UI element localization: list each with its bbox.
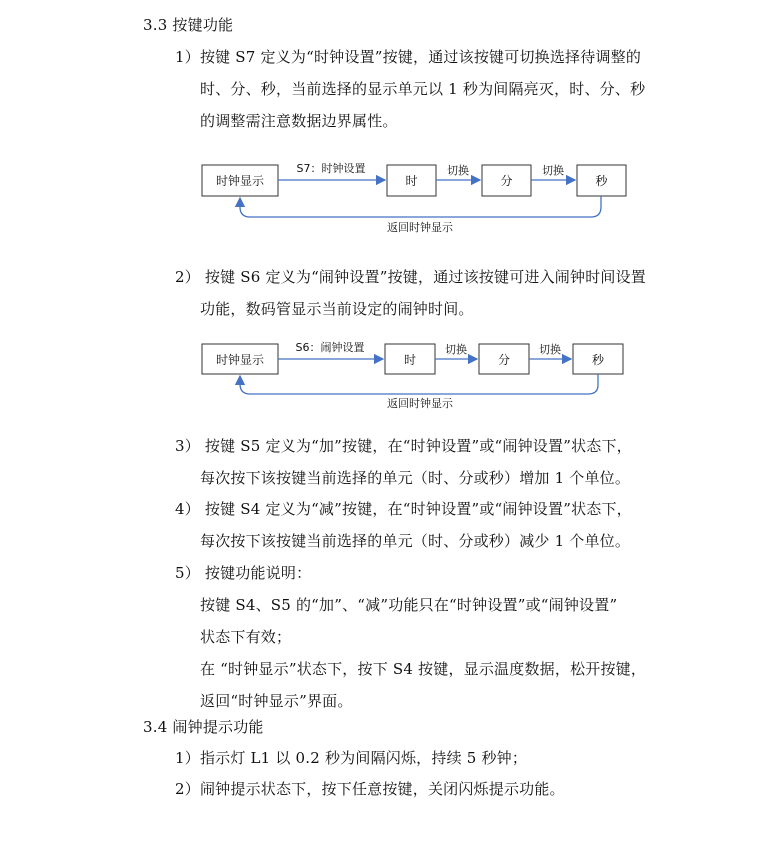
box-minute-2-label: 分 [497,353,511,367]
box-clock-display-label: 时钟显示 [215,174,265,188]
item-2-line-2: 功能，数码管显示当前设定的闹钟时间。 [200,300,474,318]
item-1-line-3: 的调整需注意数据边界属性。 [200,112,398,130]
item-5-line-4: 在 “时钟显示”状态下，按下 S4 按键，显示温度数据，松开按键， [200,660,647,678]
box-hour-2-label: 时 [403,353,417,367]
arrow-label-s6: S6：闹钟设置 [295,341,365,354]
box-second-2-label: 秒 [591,353,605,367]
item-1-line-1: 1）按键 S7 定义为“时钟设置”按键，通过该按键可切换选择待调整的 [175,48,642,66]
item-5-line-3: 状态下有效； [200,628,292,646]
arrow-label-switch-2: 切换 [542,164,564,177]
s34-item-2: 2）闹钟提示状态下，按下任意按键，关闭闪烁提示功能。 [175,780,565,798]
item-5-line-2: 按键 S4、S5 的“加”、“减”功能只在“时钟设置”或“闹钟设置” [200,596,618,614]
item-3-line-2: 每次按下该按键当前选择的单元（时、分或秒）增加 1 个单位。 [200,469,631,487]
box-hour-label: 时 [405,174,418,188]
section-title-3-3: 3.3 按键功能 [143,16,234,34]
item-4-line-2: 每次按下该按键当前选择的单元（时、分或秒）减少 1 个单位。 [200,532,631,550]
diagram-1 [202,161,626,234]
item-4-line-1: 4） 按键 S4 定义为“减”按键，在“时钟设置”或“闹钟设置”状态下， [175,500,632,518]
arrow-label-switch-4: 切换 [539,343,561,356]
item-5-line-1: 5） 按键功能说明： [175,564,312,582]
arrow-label-switch-3: 切换 [445,343,467,356]
s34-item-1: 1）指示灯 L1 以 0.2 秒为间隔闪烁，持续 5 秒钟； [175,749,528,767]
return-arrow [240,196,601,217]
box-second-label: 秒 [595,174,608,188]
return-label-2: 返回时钟显示 [387,397,453,410]
section-title-3-4: 3.4 闹钟提示功能 [143,718,264,736]
arrow-label-switch-1: 切换 [447,164,469,177]
item-3-line-1: 3） 按键 S5 定义为“加”按键，在“时钟设置”或“闹钟设置”状态下， [175,437,632,455]
arrow-label-s7: S7：时钟设置 [296,162,366,175]
return-label: 返回时钟显示 [387,221,453,234]
item-5-line-5: 返回“时钟显示”界面。 [200,692,353,710]
box-clock-display-2-label: 时钟显示 [215,353,265,367]
diagram-2 [202,340,623,410]
item-1-line-2: 时、分、秒，当前选择的显示单元以 1 秒为间隔亮灭，时、分、秒 [200,80,646,98]
return-arrow-2 [240,374,598,394]
box-minute-label: 分 [500,174,513,188]
item-2-line-1: 2） 按键 S6 定义为“闹钟设置”按键，通过该按键可进入闹钟时间设置 [175,268,647,286]
